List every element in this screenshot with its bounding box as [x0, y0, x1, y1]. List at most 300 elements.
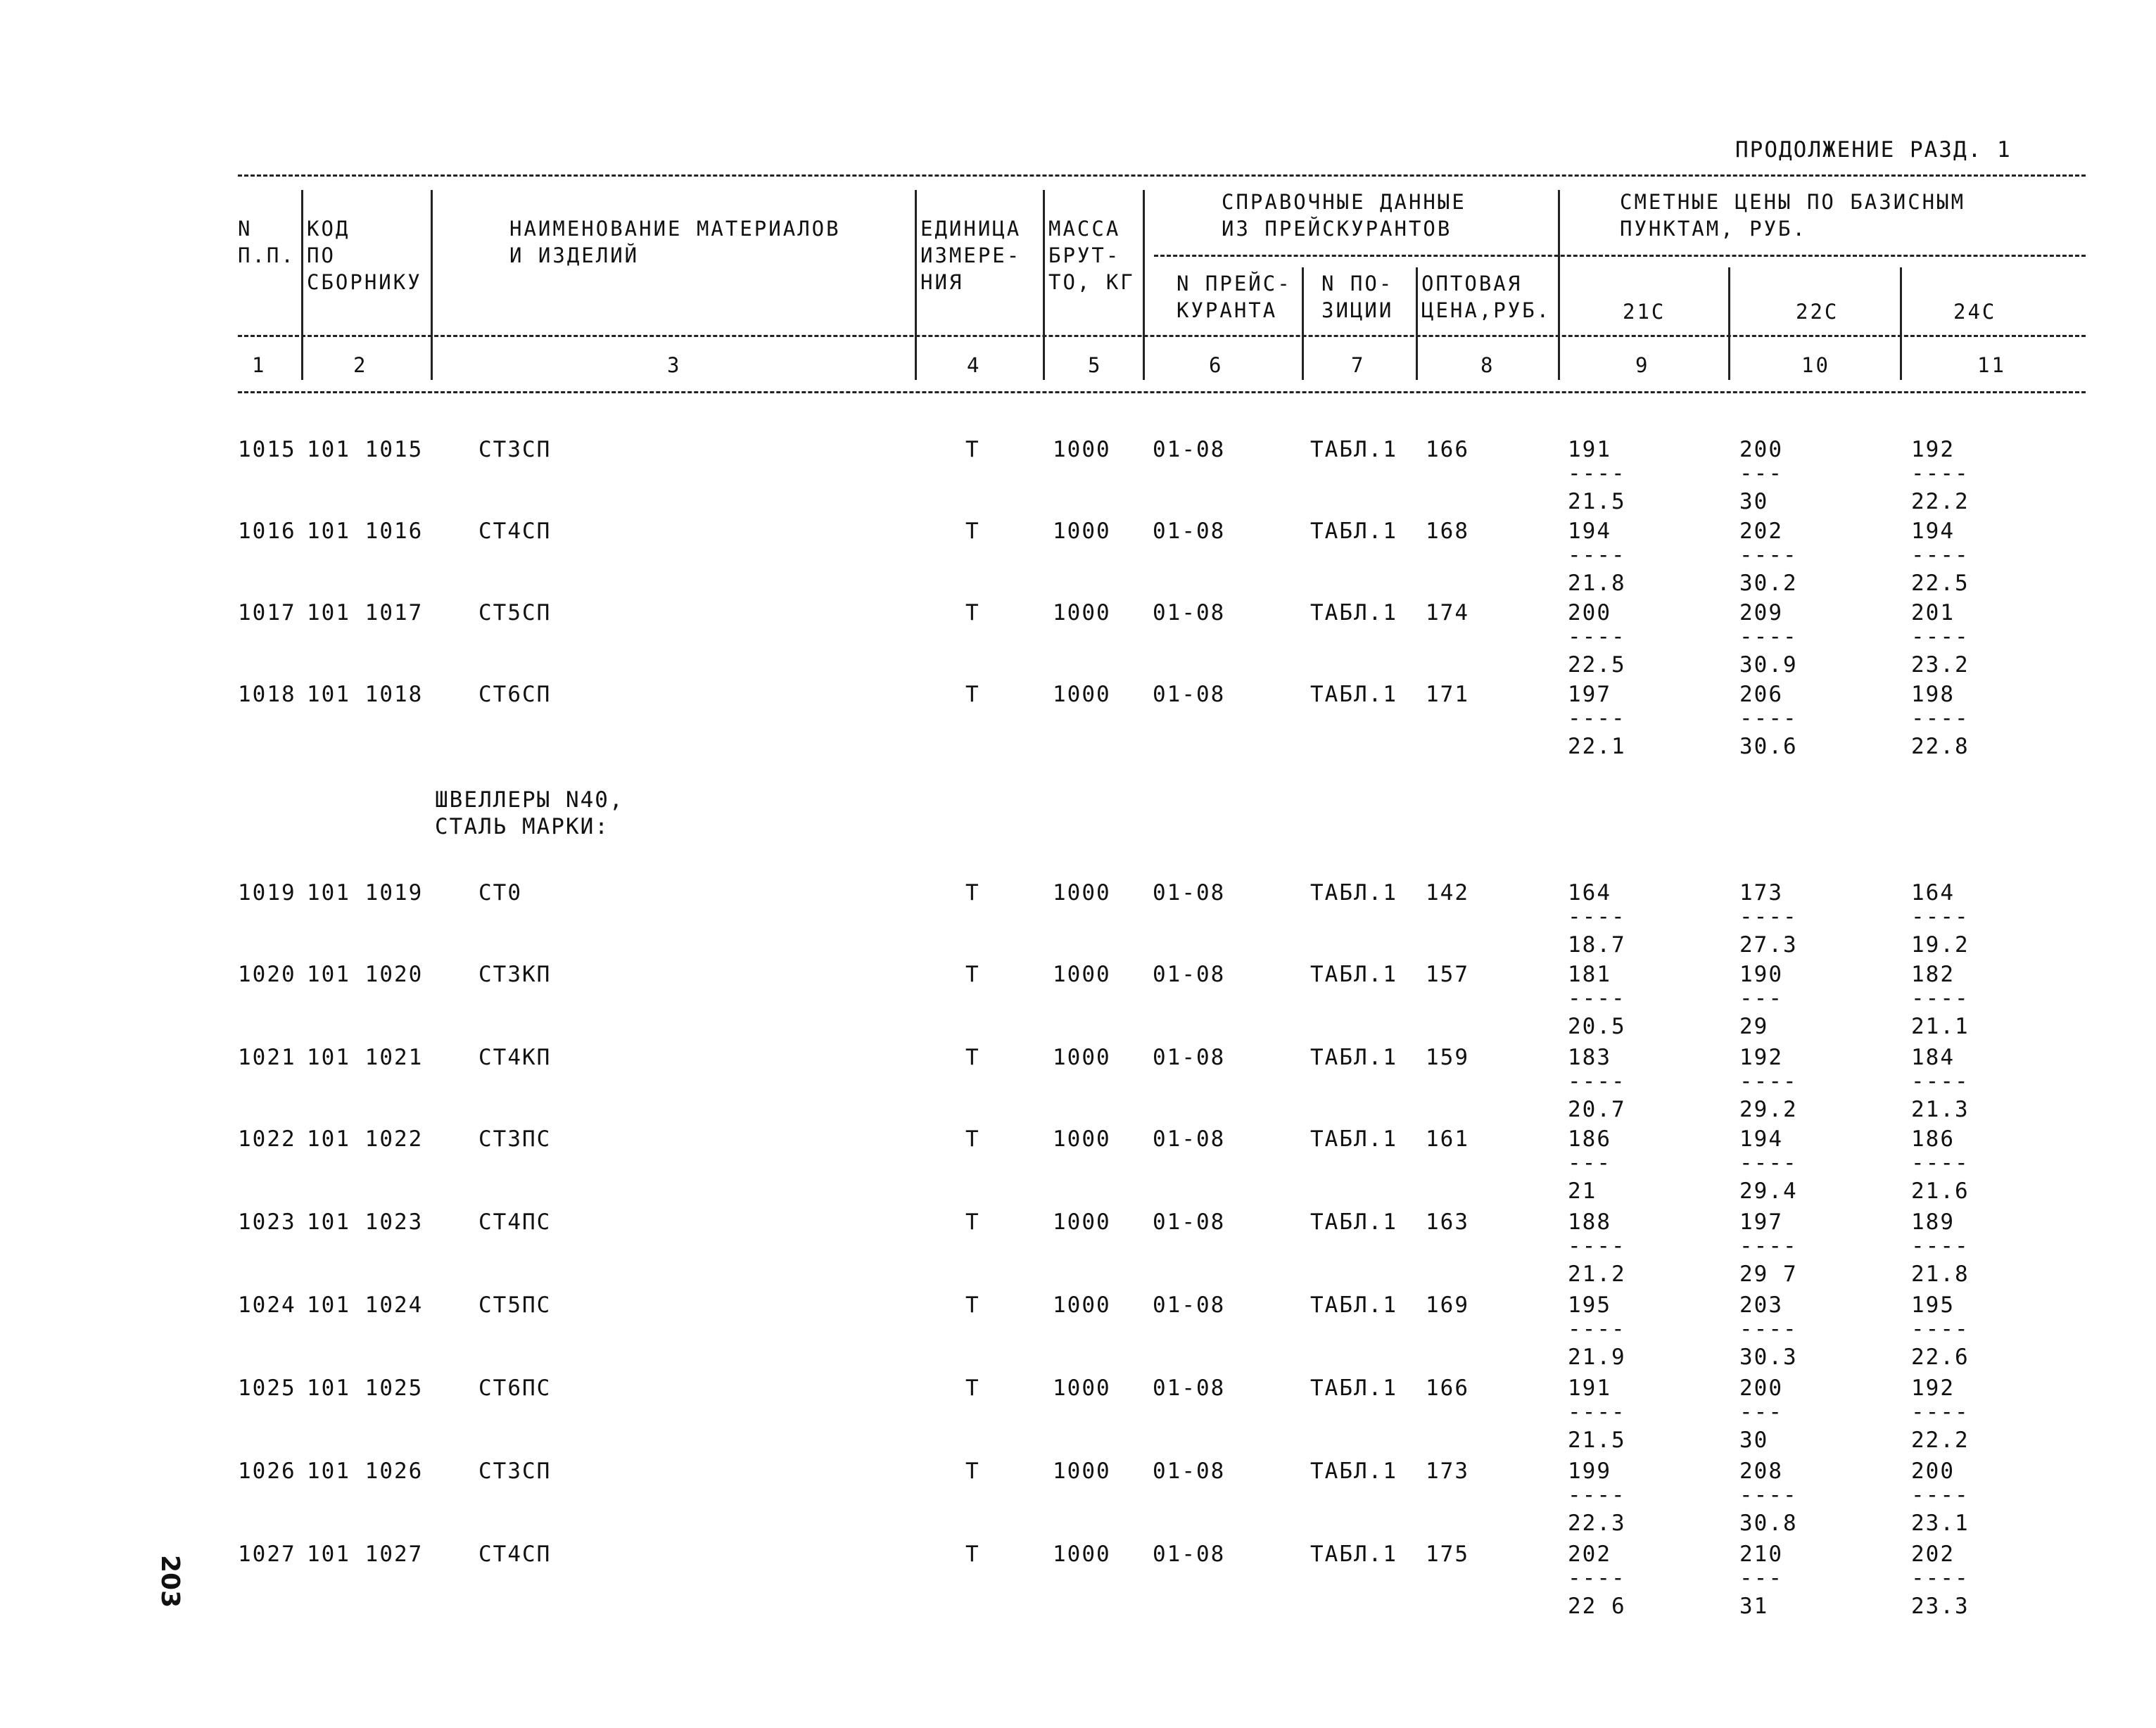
fraction-bar: ----	[1911, 1233, 1970, 1259]
price-numerator: 191	[1568, 437, 1611, 462]
row-mass: 1000	[1053, 1045, 1111, 1070]
fraction-bar: ----	[1911, 904, 1970, 929]
row-unit: Т	[965, 880, 980, 906]
price-denominator: 30.3	[1739, 1345, 1798, 1370]
row-code: 101 1015	[307, 437, 424, 462]
price-numerator: 197	[1568, 682, 1611, 707]
row-position: ТАБЛ.1	[1310, 600, 1397, 625]
header-group-reference: СПРАВОЧНЫЕ ДАННЫЕ ИЗ ПРЕЙСКУРАНТОВ	[1222, 190, 1466, 241]
column-number: 5	[1088, 353, 1103, 377]
price-denominator: 18.7	[1568, 932, 1626, 958]
row-material-name: СТ6СП	[478, 682, 552, 707]
row-position: ТАБЛ.1	[1310, 1542, 1397, 1567]
row-mass: 1000	[1053, 1209, 1111, 1235]
subgroup-rule	[1154, 255, 2086, 257]
price-numerator: 200	[1911, 1459, 1955, 1484]
row-price-list: 01-08	[1153, 1292, 1226, 1318]
fraction-bar: ----	[1568, 1069, 1626, 1094]
row-mass: 1000	[1053, 1292, 1111, 1318]
row-price-22c	[1739, 682, 1866, 758]
row-price-22c	[1739, 1542, 1866, 1618]
header-divider	[1728, 267, 1730, 380]
row-number: 1017	[238, 600, 296, 625]
price-denominator: 22.5	[1568, 652, 1626, 678]
header-col5: МАССА БРУТ- ТО, КГ	[1048, 217, 1135, 294]
price-denominator: 22.5	[1911, 571, 1970, 596]
column-number: 3	[667, 353, 682, 377]
price-numerator: 200	[1739, 437, 1783, 462]
fraction-bar: ----	[1568, 706, 1626, 731]
row-price-22c	[1739, 1459, 1866, 1535]
header-divider	[1558, 190, 1560, 380]
fraction-bar: ----	[1568, 624, 1626, 649]
price-denominator: 22 6	[1568, 1594, 1626, 1619]
row-price-24c	[1911, 881, 2038, 957]
row-price-21c	[1568, 1046, 1694, 1122]
price-numerator: 197	[1739, 1209, 1783, 1235]
row-number: 1022	[238, 1126, 296, 1152]
price-denominator: 21.8	[1568, 571, 1626, 596]
price-numerator: 173	[1739, 880, 1783, 906]
row-unit: Т	[965, 962, 980, 987]
row-wholesale-price: 163	[1426, 1209, 1469, 1235]
row-price-24c	[1911, 438, 2038, 514]
row-wholesale-price: 166	[1426, 437, 1469, 462]
row-wholesale-price: 159	[1426, 1045, 1469, 1070]
header-divider	[915, 190, 917, 380]
fraction-bar: ----	[1568, 461, 1626, 486]
row-price-list: 01-08	[1153, 519, 1226, 544]
row-material-name: СТ3ПС	[478, 1126, 552, 1152]
price-numerator: 208	[1739, 1459, 1783, 1484]
header-divider	[1043, 190, 1045, 380]
fraction-bar: ----	[1568, 1316, 1626, 1342]
price-denominator: 29.2	[1739, 1097, 1798, 1122]
row-price-24c	[1911, 682, 2038, 758]
row-price-24c	[1911, 601, 2038, 677]
row-code: 101 1024	[307, 1292, 424, 1318]
row-unit: Т	[965, 1126, 980, 1152]
price-denominator: 21.2	[1568, 1262, 1626, 1287]
row-price-list: 01-08	[1153, 600, 1226, 625]
row-price-list: 01-08	[1153, 1459, 1226, 1484]
price-numerator: 194	[1739, 1126, 1783, 1152]
column-number: 11	[1977, 353, 2006, 377]
row-material-name: СТ6ПС	[478, 1376, 552, 1401]
row-price-22c	[1739, 1376, 1866, 1452]
row-price-21c	[1568, 1459, 1694, 1535]
price-numerator: 194	[1911, 519, 1955, 544]
price-numerator: 164	[1568, 880, 1611, 906]
price-numerator: 203	[1739, 1292, 1783, 1318]
header-col4: ЕДИНИЦА ИЗМЕРЕ- НИЯ	[920, 217, 1022, 294]
row-number: 1027	[238, 1542, 296, 1567]
price-numerator: 198	[1911, 682, 1955, 707]
row-price-21c	[1568, 881, 1694, 957]
row-wholesale-price: 171	[1426, 682, 1469, 707]
price-numerator: 210	[1739, 1542, 1783, 1567]
row-position: ТАБЛ.1	[1310, 1045, 1397, 1070]
row-mass: 1000	[1053, 1459, 1111, 1484]
row-number: 1021	[238, 1045, 296, 1070]
header-bottom-rule	[238, 335, 2086, 337]
fraction-bar: ----	[1568, 1399, 1626, 1425]
row-price-list: 01-08	[1153, 1045, 1226, 1070]
page-number: 203	[156, 1555, 184, 1608]
row-price-24c	[1911, 519, 2038, 595]
price-denominator: 22.2	[1911, 489, 1970, 514]
fraction-bar: ----	[1911, 706, 1970, 731]
column-number: 4	[967, 353, 982, 377]
header-divider	[1900, 267, 1902, 380]
row-material-name: СТ4СП	[478, 1542, 552, 1567]
price-denominator: 20.7	[1568, 1097, 1626, 1122]
row-position: ТАБЛ.1	[1310, 1126, 1397, 1152]
row-mass: 1000	[1053, 880, 1111, 906]
price-numerator: 182	[1911, 962, 1955, 987]
row-price-24c	[1911, 1210, 2038, 1286]
header-divider	[431, 190, 433, 380]
price-denominator: 22.1	[1568, 734, 1626, 759]
price-numerator: 192	[1739, 1045, 1783, 1070]
price-denominator: 20.5	[1568, 1014, 1626, 1039]
row-mass: 1000	[1053, 1126, 1111, 1152]
row-price-22c	[1739, 601, 1866, 677]
row-price-list: 01-08	[1153, 1542, 1226, 1567]
row-price-21c	[1568, 963, 1694, 1038]
price-numerator: 202	[1739, 519, 1783, 544]
fraction-bar: ----	[1911, 1482, 1970, 1508]
row-code: 101 1022	[307, 1126, 424, 1152]
price-numerator: 202	[1568, 1542, 1611, 1567]
fraction-bar: ----	[1568, 542, 1626, 568]
price-numerator: 188	[1568, 1209, 1611, 1235]
price-denominator: 27.3	[1739, 932, 1798, 958]
fraction-bar: ----	[1911, 1316, 1970, 1342]
row-position: ТАБЛ.1	[1310, 880, 1397, 906]
row-position: ТАБЛ.1	[1310, 962, 1397, 987]
row-code: 101 1019	[307, 880, 424, 906]
price-denominator: 22.3	[1568, 1511, 1626, 1536]
price-numerator: 195	[1568, 1292, 1611, 1318]
row-code: 101 1025	[307, 1376, 424, 1401]
row-code: 101 1023	[307, 1209, 424, 1235]
fraction-bar: ----	[1911, 1399, 1970, 1425]
row-price-22c	[1739, 1210, 1866, 1286]
row-wholesale-price: 161	[1426, 1126, 1469, 1152]
row-unit: Т	[965, 1292, 980, 1318]
price-numerator: 200	[1568, 600, 1611, 625]
price-numerator: 186	[1568, 1126, 1611, 1152]
fraction-bar: ----	[1911, 986, 1970, 1011]
price-denominator: 23.2	[1911, 652, 1970, 678]
row-position: ТАБЛ.1	[1310, 1209, 1397, 1235]
row-price-21c	[1568, 438, 1694, 514]
row-price-list: 01-08	[1153, 437, 1226, 462]
row-number: 1019	[238, 880, 296, 906]
fraction-bar: ----	[1739, 1316, 1798, 1342]
row-price-24c	[1911, 963, 2038, 1038]
fraction-bar: ----	[1568, 1233, 1626, 1259]
row-unit: Т	[965, 1376, 980, 1401]
row-wholesale-price: 173	[1426, 1459, 1469, 1484]
price-denominator: 19.2	[1911, 932, 1970, 958]
row-material-name: СТ3КП	[478, 962, 552, 987]
row-material-name: СТ0	[478, 880, 522, 906]
fraction-bar: ----	[1739, 904, 1798, 929]
row-price-list: 01-08	[1153, 880, 1226, 906]
row-material-name: СТ4ПС	[478, 1209, 552, 1235]
row-price-list: 01-08	[1153, 682, 1226, 707]
fraction-bar: ----	[1739, 1233, 1798, 1259]
row-price-21c	[1568, 601, 1694, 677]
price-numerator: 192	[1911, 1376, 1955, 1401]
row-code: 101 1016	[307, 519, 424, 544]
header-numbers-rule	[238, 391, 2086, 393]
header-col1: N П.П.	[238, 217, 296, 267]
row-unit: Т	[965, 1542, 980, 1567]
row-code: 101 1017	[307, 600, 424, 625]
row-unit: Т	[965, 519, 980, 544]
row-price-22c	[1739, 1293, 1866, 1369]
row-mass: 1000	[1053, 1542, 1111, 1567]
price-numerator: 201	[1911, 600, 1955, 625]
row-price-21c	[1568, 519, 1694, 595]
price-numerator: 181	[1568, 962, 1611, 987]
row-unit: Т	[965, 1209, 980, 1235]
header-col11: 24С	[1953, 300, 1997, 324]
fraction-bar: ---	[1568, 1150, 1611, 1176]
row-wholesale-price: 166	[1426, 1376, 1469, 1401]
price-denominator: 21.3	[1911, 1097, 1970, 1122]
row-mass: 1000	[1053, 519, 1111, 544]
row-code: 101 1026	[307, 1459, 424, 1484]
row-number: 1025	[238, 1376, 296, 1401]
header-col6: N ПРЕЙС- КУРАНТА	[1177, 272, 1292, 322]
row-unit: Т	[965, 437, 980, 462]
row-mass: 1000	[1053, 1376, 1111, 1401]
row-mass: 1000	[1053, 437, 1111, 462]
price-numerator: 186	[1911, 1126, 1955, 1152]
section-heading: ШВЕЛЛЕРЫ N40, СТАЛЬ МАРКИ:	[435, 787, 624, 839]
column-number: 10	[1801, 353, 1830, 377]
price-numerator: 202	[1911, 1542, 1955, 1567]
row-unit: Т	[965, 600, 980, 625]
price-numerator: 192	[1911, 437, 1955, 462]
row-code: 101 1027	[307, 1542, 424, 1567]
price-numerator: 195	[1911, 1292, 1955, 1318]
price-denominator: 30.2	[1739, 571, 1798, 596]
price-denominator: 22.2	[1911, 1428, 1970, 1453]
price-numerator: 190	[1739, 962, 1783, 987]
row-code: 101 1018	[307, 682, 424, 707]
row-wholesale-price: 142	[1426, 880, 1469, 906]
fraction-bar: ----	[1911, 1069, 1970, 1094]
row-number: 1015	[238, 437, 296, 462]
price-numerator: 194	[1568, 519, 1611, 544]
row-mass: 1000	[1053, 962, 1111, 987]
row-code: 101 1020	[307, 962, 424, 987]
header-col10: 22С	[1796, 300, 1839, 324]
row-price-21c	[1568, 1127, 1694, 1203]
price-denominator: 21	[1568, 1179, 1597, 1204]
fraction-bar: ---	[1739, 1565, 1783, 1591]
row-price-21c	[1568, 1210, 1694, 1286]
row-position: ТАБЛ.1	[1310, 1376, 1397, 1401]
price-denominator: 30.6	[1739, 734, 1798, 759]
fraction-bar: ----	[1911, 461, 1970, 486]
price-denominator: 23.3	[1911, 1594, 1970, 1619]
price-denominator: 21.1	[1911, 1014, 1970, 1039]
row-number: 1026	[238, 1459, 296, 1484]
price-numerator: 199	[1568, 1459, 1611, 1484]
row-mass: 1000	[1053, 600, 1111, 625]
row-price-24c	[1911, 1376, 2038, 1452]
row-number: 1018	[238, 682, 296, 707]
row-price-21c	[1568, 1293, 1694, 1369]
price-numerator: 183	[1568, 1045, 1611, 1070]
header-col9: 21С	[1623, 300, 1666, 324]
fraction-bar: ----	[1739, 1150, 1798, 1176]
price-numerator: 189	[1911, 1209, 1955, 1235]
row-material-name: СТ3СП	[478, 437, 552, 462]
header-divider	[1416, 267, 1418, 380]
row-position: ТАБЛ.1	[1310, 1292, 1397, 1318]
price-denominator: 21.5	[1568, 1428, 1626, 1453]
price-denominator: 29 7	[1739, 1262, 1798, 1287]
fraction-bar: ----	[1739, 624, 1798, 649]
header-col3: НАИМЕНОВАНИЕ МАТЕРИАЛОВ И ИЗДЕЛИЙ	[509, 217, 841, 267]
row-wholesale-price: 175	[1426, 1542, 1469, 1567]
row-price-21c	[1568, 1376, 1694, 1452]
fraction-bar: ----	[1739, 1069, 1798, 1094]
price-numerator: 191	[1568, 1376, 1611, 1401]
column-number: 8	[1480, 353, 1495, 377]
row-price-21c	[1568, 1542, 1694, 1618]
header-col2: КОД ПО СБОРНИКУ	[307, 217, 422, 294]
fraction-bar: ----	[1911, 1565, 1970, 1591]
header-top-rule	[238, 174, 2086, 177]
row-price-list: 01-08	[1153, 1126, 1226, 1152]
row-price-list: 01-08	[1153, 1209, 1226, 1235]
column-number: 6	[1209, 353, 1224, 377]
continuation-label: ПРОДОЛЖЕНИЕ РАЗД. 1	[1735, 137, 2012, 163]
row-price-24c	[1911, 1046, 2038, 1122]
row-material-name: СТ3СП	[478, 1459, 552, 1484]
column-number: 7	[1351, 353, 1366, 377]
price-numerator: 206	[1739, 682, 1783, 707]
price-denominator: 23.1	[1911, 1511, 1970, 1536]
row-unit: Т	[965, 682, 980, 707]
row-code: 101 1021	[307, 1045, 424, 1070]
row-price-22c	[1739, 438, 1866, 514]
price-denominator: 29.4	[1739, 1179, 1798, 1204]
price-denominator: 30	[1739, 1428, 1769, 1453]
row-price-24c	[1911, 1127, 2038, 1203]
fraction-bar: ----	[1568, 1565, 1626, 1591]
row-unit: Т	[965, 1045, 980, 1070]
column-number: 9	[1635, 353, 1650, 377]
fraction-bar: ----	[1911, 624, 1970, 649]
price-numerator: 200	[1739, 1376, 1783, 1401]
row-wholesale-price: 157	[1426, 962, 1469, 987]
row-price-22c	[1739, 881, 1866, 957]
row-wholesale-price: 174	[1426, 600, 1469, 625]
row-material-name: СТ5СП	[478, 600, 552, 625]
row-price-list: 01-08	[1153, 1376, 1226, 1401]
price-denominator: 29	[1739, 1014, 1769, 1039]
row-price-22c	[1739, 1127, 1866, 1203]
price-denominator: 21.5	[1568, 489, 1626, 514]
row-position: ТАБЛ.1	[1310, 519, 1397, 544]
fraction-bar: ----	[1911, 1150, 1970, 1176]
row-price-22c	[1739, 963, 1866, 1038]
row-wholesale-price: 168	[1426, 519, 1469, 544]
fraction-bar: ---	[1739, 1399, 1783, 1425]
row-price-24c	[1911, 1459, 2038, 1535]
row-price-22c	[1739, 519, 1866, 595]
fraction-bar: ----	[1568, 986, 1626, 1011]
price-denominator: 22.8	[1911, 734, 1970, 759]
price-numerator: 184	[1911, 1045, 1955, 1070]
row-price-21c	[1568, 682, 1694, 758]
header-divider	[1143, 190, 1145, 380]
fraction-bar: ----	[1911, 542, 1970, 568]
price-denominator: 30.9	[1739, 652, 1798, 678]
price-denominator: 21.8	[1911, 1262, 1970, 1287]
price-denominator: 30	[1739, 489, 1769, 514]
row-material-name: СТ5ПС	[478, 1292, 552, 1318]
row-number: 1023	[238, 1209, 296, 1235]
price-denominator: 21.9	[1568, 1345, 1626, 1370]
fraction-bar: ----	[1739, 542, 1798, 568]
fraction-bar: ----	[1739, 706, 1798, 731]
row-position: ТАБЛ.1	[1310, 682, 1397, 707]
row-number: 1020	[238, 962, 296, 987]
fraction-bar: ----	[1568, 904, 1626, 929]
header-col7: N ПО- ЗИЦИИ	[1321, 272, 1394, 322]
row-price-24c	[1911, 1542, 2038, 1618]
row-material-name: СТ4КП	[478, 1045, 552, 1070]
row-number: 1024	[238, 1292, 296, 1318]
header-group-prices: СМЕТНЫЕ ЦЕНЫ ПО БАЗИСНЫМ ПУНКТАМ, РУБ.	[1620, 190, 1966, 241]
row-wholesale-price: 169	[1426, 1292, 1469, 1318]
row-price-list: 01-08	[1153, 962, 1226, 987]
price-denominator: 31	[1739, 1594, 1769, 1619]
price-denominator: 30.8	[1739, 1511, 1798, 1536]
fraction-bar: ----	[1739, 1482, 1798, 1508]
row-position: ТАБЛ.1	[1310, 437, 1397, 462]
price-numerator: 209	[1739, 600, 1783, 625]
column-number: 2	[353, 353, 368, 377]
row-unit: Т	[965, 1459, 980, 1484]
column-number: 1	[252, 353, 267, 377]
header-col8: ОПТОВАЯ ЦЕНА,РУБ.	[1421, 272, 1552, 322]
fraction-bar: ----	[1568, 1482, 1626, 1508]
row-price-24c	[1911, 1293, 2038, 1369]
price-denominator: 21.6	[1911, 1179, 1970, 1204]
header-divider	[301, 190, 303, 380]
price-denominator: 22.6	[1911, 1345, 1970, 1370]
row-price-22c	[1739, 1046, 1866, 1122]
row-number: 1016	[238, 519, 296, 544]
fraction-bar: ---	[1739, 461, 1783, 486]
price-numerator: 164	[1911, 880, 1955, 906]
row-mass: 1000	[1053, 682, 1111, 707]
row-position: ТАБЛ.1	[1310, 1459, 1397, 1484]
fraction-bar: ---	[1739, 986, 1783, 1011]
row-material-name: СТ4СП	[478, 519, 552, 544]
